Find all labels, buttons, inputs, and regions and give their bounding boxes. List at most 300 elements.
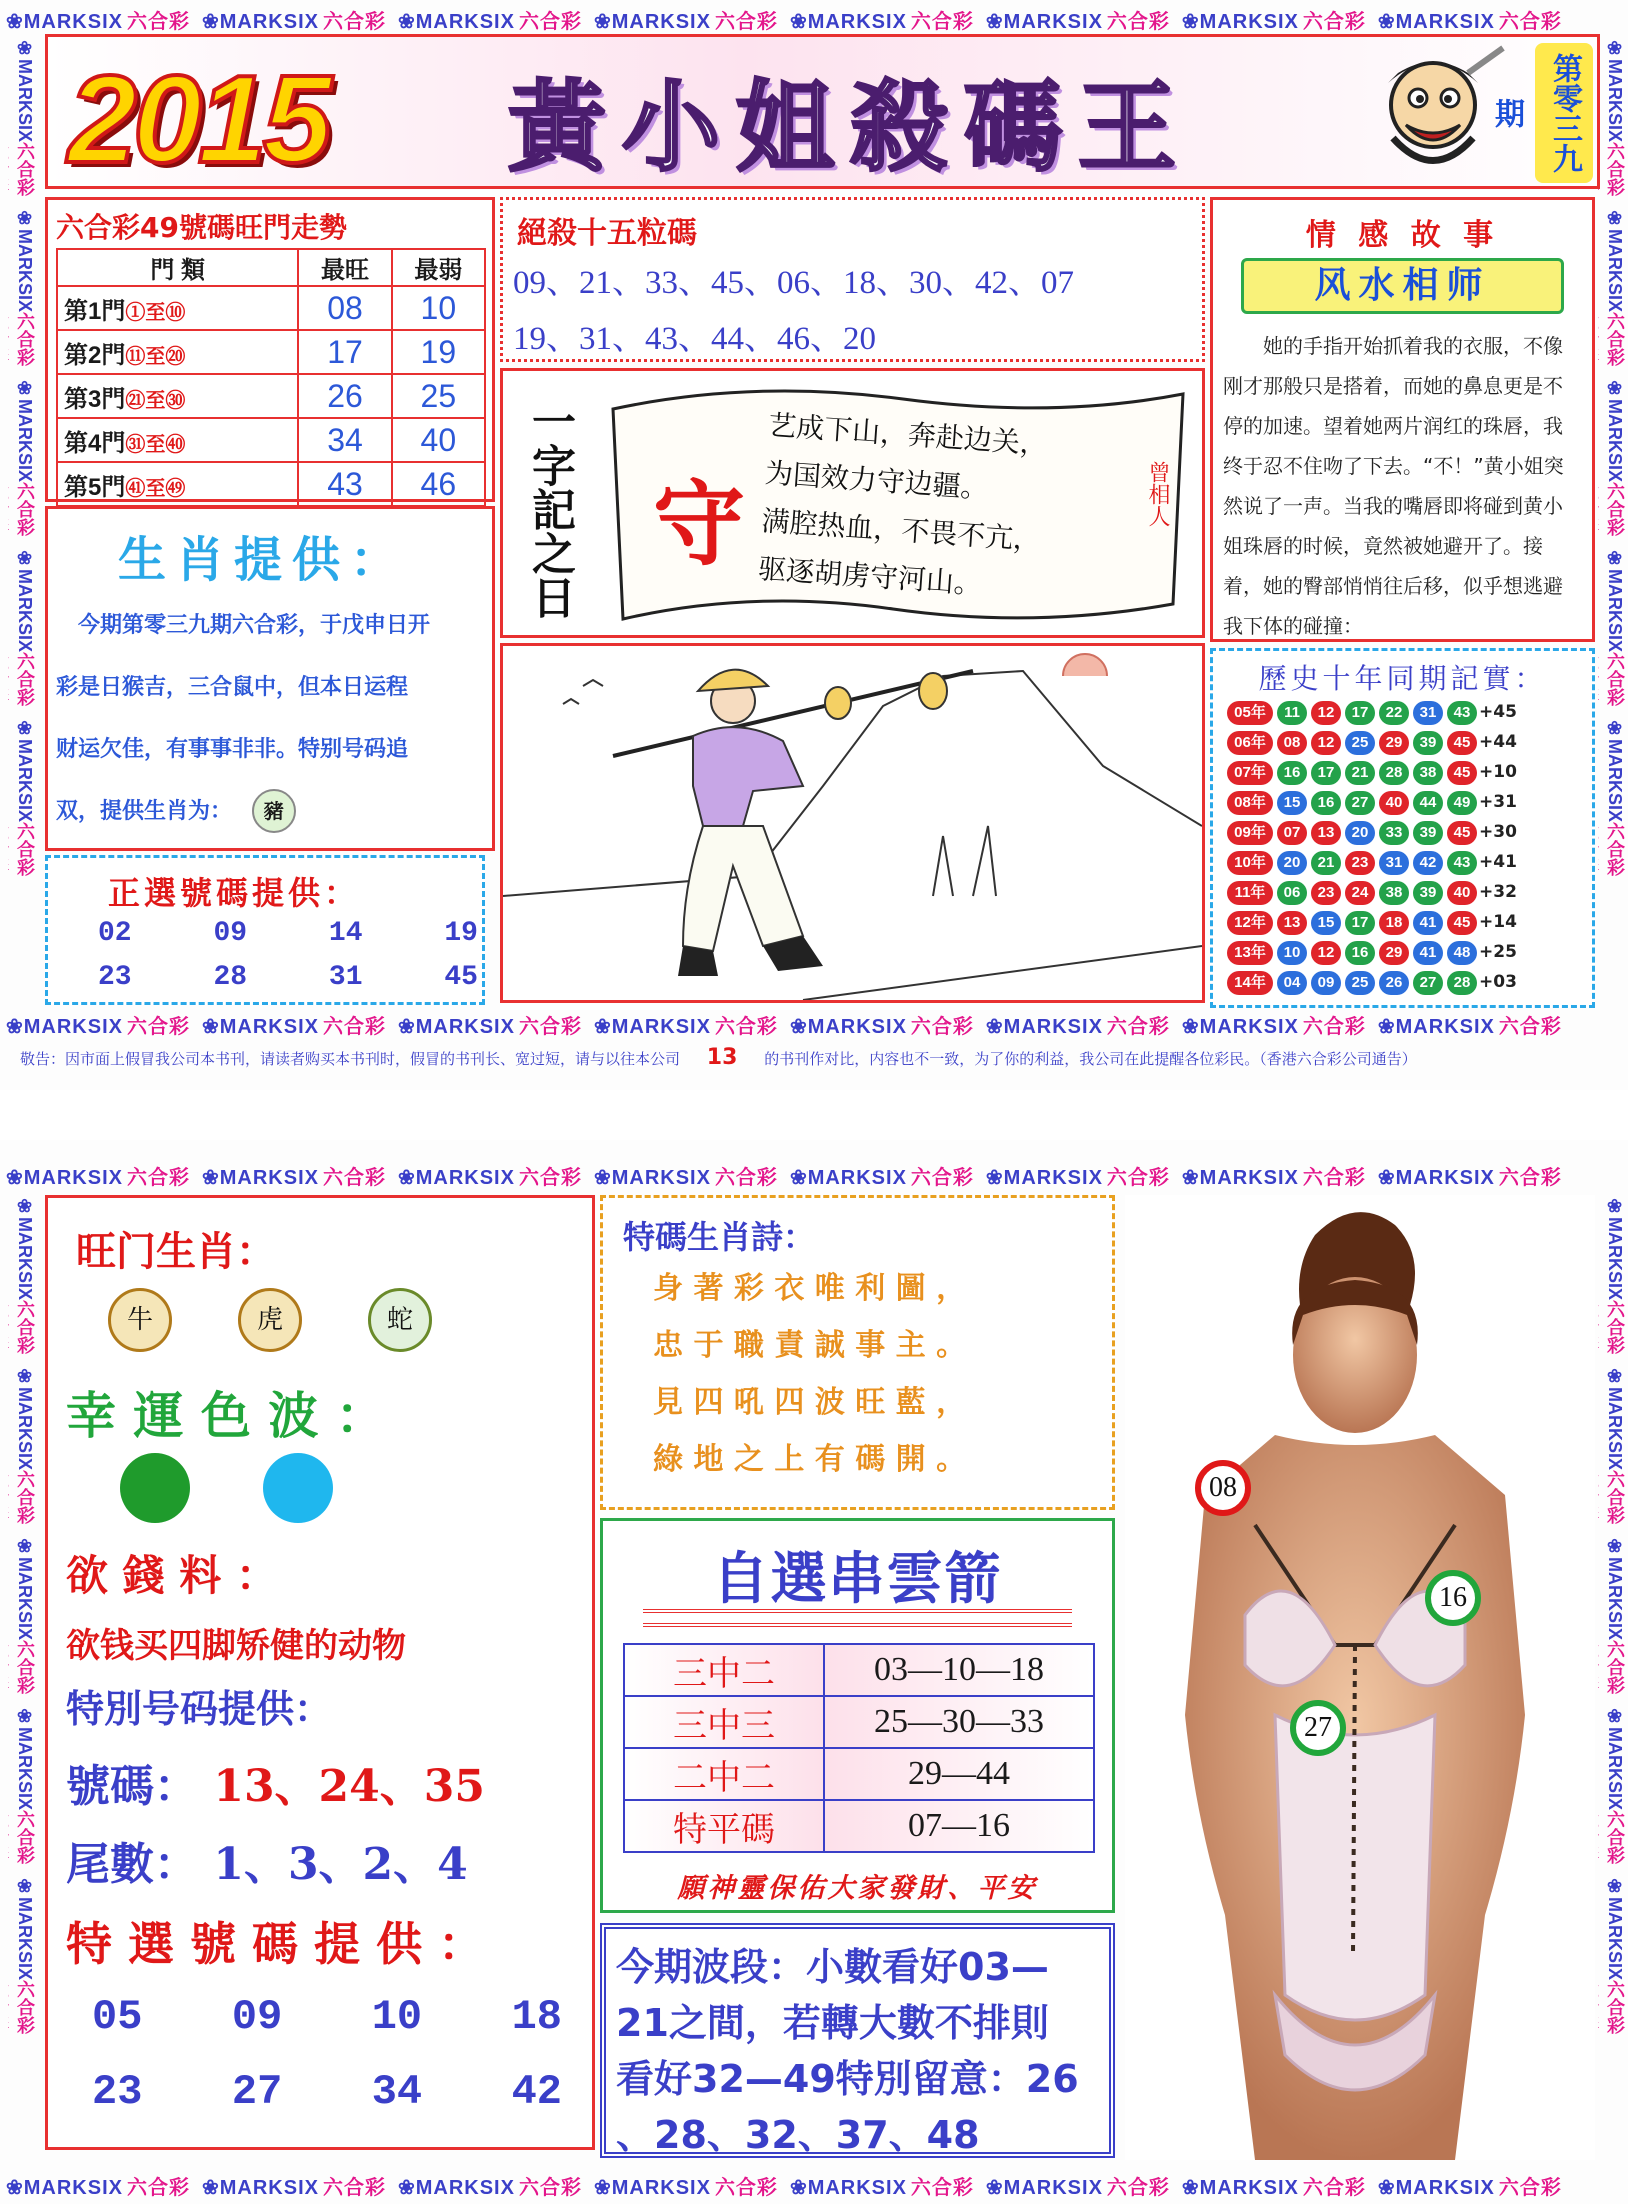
history-ball: 15 [1311,911,1341,935]
history-panel [1210,648,1595,1008]
band-unit: ❀MARKSIX六合彩 [1605,1706,1625,1865]
year-label: 11年 [1227,881,1273,905]
special-number: +32 [1479,882,1517,902]
history-ball: 45 [1447,821,1477,845]
shengxiao-line: 今期第零三九期六合彩，于戊申日开 [78,613,431,638]
ball-green: 16 [1425,1570,1481,1626]
history-ball: 07 [1277,821,1307,845]
band-unit [8,32,12,202]
history-ball: 20 [1277,851,1307,875]
hot-cell: 17 [298,330,391,374]
tiger-badge: 虎 [238,1288,302,1352]
blue-dot-icon [263,1453,333,1523]
number: 09 [213,918,248,949]
notice-line [20,1045,1610,1070]
chuan-key: 二中二 [624,1748,824,1800]
yizi-sign: 曾相人 [1145,461,1170,527]
door-cell: 第1門①至⑩ [57,286,298,330]
year-label: 14年 [1227,971,1273,995]
history-ball: 42 [1413,851,1443,875]
year-label: 08年 [1227,791,1273,815]
zhengxuan-title: 正選號碼提供： [108,874,361,912]
band-unit: ❀MARKSIX 六合彩 [985,11,1170,32]
kill15-line-1: 09、21、33、45、06、18、30、42、07 [513,265,1074,301]
door-cell: 第5門㊶至㊾ [57,462,298,506]
snake-badge: 蛇 [368,1288,432,1352]
weishu-label: 尾數： [66,1839,198,1890]
model-figure-icon [1125,1195,1595,2160]
number: 31 [328,962,363,993]
special-number: +25 [1479,942,1517,962]
haoma-line [66,1750,485,1814]
band-unit: ❀MARKSIX 六合彩 [985,1167,1170,1188]
history-ball: 21 [1345,761,1375,785]
poem-line: 满腔热血，不畏不亢， [760,504,1043,557]
wangmen-sx-badges [108,1288,432,1352]
band-unit: ❀MARKSIX 六合彩 [201,2177,386,2198]
band-unit: ❀MARKSIX 六合彩 [1377,1016,1562,1037]
header-banner [45,34,1600,189]
history-ball: 40 [1379,791,1409,815]
history-ball: 27 [1413,971,1443,995]
left-info-panel [45,1195,595,2150]
history-ball: 28 [1447,971,1477,995]
history-row [1225,851,1517,881]
band-unit [1598,1530,1602,1700]
band-unit [8,542,12,712]
special-number: +45 [1479,702,1517,722]
yizi-panel [500,368,1205,638]
history-ball: 39 [1413,731,1443,755]
story-panel [1210,197,1595,642]
zhengxuan-row-1 [98,918,478,949]
special-number: +10 [1479,762,1517,782]
history-ball: 26 [1379,971,1409,995]
history-ball: 27 [1345,791,1375,815]
history-ball: 18 [1379,911,1409,935]
history-ball: 29 [1379,731,1409,755]
haoma-label: 號碼： [66,1761,198,1812]
number: 23 [98,962,132,993]
cold-cell: 19 [392,330,485,374]
number: 28 [213,962,248,993]
col-header-cold: 最弱 [392,249,485,286]
history-ball: 39 [1413,881,1443,905]
special-number: +14 [1479,912,1517,932]
chuan-value: 25—30—33 [824,1696,1094,1748]
band-unit: ❀MARKSIX 六合彩 [6,1167,190,1188]
number: 34 [371,2068,423,2116]
history-ball: 43 [1447,701,1477,725]
boduan-line: 看好32—49特別留意：26 [616,2057,1079,2101]
history-ball: 49 [1447,791,1477,815]
band-unit: ❀MARKSIX 六合彩 [1181,2177,1366,2198]
band-unit: ❀MARKSIX六合彩 [15,718,35,877]
history-row [1225,731,1517,761]
band-unit [1598,202,1602,372]
wangmen-panel [45,197,495,502]
history-ball: 17 [1345,911,1375,935]
door-cell: 第2門⑪至⑳ [57,330,298,374]
poem-line: 見 四 吼 四 波 旺 藍 ， [653,1385,967,1420]
hot-cell: 26 [298,374,391,418]
band-unit: ❀MARKSIX 六合彩 [789,1016,974,1037]
notice-text: 敬告：因市面上假冒我公司本书刊，请读者购买本书刊时，假冒的书刊长、宽过短，请与以往本公司 [20,1050,681,1068]
band-unit [8,1700,12,1870]
band-unit: ❀MARKSIX 六合彩 [397,1016,582,1037]
poem-body [653,1260,966,1488]
band-unit: ❀MARKSIX六合彩 [15,1196,35,1355]
chuan-title: 自選串雲箭 [712,1547,1003,1612]
texuan-title: 特 選 號 碼 提 供 ： [66,1917,485,1971]
band-unit: ❀MARKSIX六合彩 [1605,38,1625,197]
band-unit: ❀MARKSIX六合彩 [1605,1536,1625,1695]
shengxiao-text [56,595,486,843]
band-unit [8,372,12,542]
history-ball: 41 [1413,941,1443,965]
year-label: 09年 [1227,821,1273,845]
special-number: +44 [1479,732,1517,752]
page-title: 黃小姐殺碼王 [508,70,1193,185]
band-unit: ❀MARKSIX 六合彩 [593,2177,778,2198]
bottom-border-band [0,2166,1628,2198]
band-unit [8,1870,12,2040]
cold-cell: 25 [392,374,485,418]
history-ball: 06 [1277,881,1307,905]
boduan-panel [600,1923,1115,2158]
wave-divider [643,1609,1072,1627]
band-unit [8,202,12,372]
hot-cell: 43 [298,462,391,506]
history-ball: 16 [1311,791,1341,815]
wangmen-row [57,462,485,506]
band-unit: ❀MARKSIX六合彩 [15,378,35,537]
col-header-hot: 最旺 [298,249,391,286]
notice-text: 的书刊作对比，内容也不一致，为了你的利益，我公司在此提醒各位彩民。（香港六合彩公司通告） [764,1050,1417,1068]
poem-line: 驱逐胡虏守河山。 [757,552,983,601]
band-unit: ❀MARKSIX 六合彩 [593,11,778,32]
history-ball: 41 [1413,911,1443,935]
history-ball: 23 [1311,881,1341,905]
history-title: 歷史十年同期記實： [1258,662,1547,695]
year-label: 13年 [1227,941,1273,965]
model-photo [1125,1195,1595,2160]
band-unit: ❀MARKSIX六合彩 [1605,1876,1625,2035]
history-ball: 38 [1413,761,1443,785]
notice-number: 13 [706,1045,738,1070]
history-ball: 04 [1277,971,1307,995]
year-label: 05年 [1227,701,1273,725]
band-unit: ❀MARKSIX 六合彩 [789,11,974,32]
chuan-table [623,1643,1095,1853]
poem-line: 艺成下山，奔赴边关， [767,408,1049,461]
zhengxuan-row-2 [98,962,478,993]
cold-cell: 46 [392,462,485,506]
band-unit: ❀MARKSIX 六合彩 [1377,1167,1562,1188]
history-ball: 40 [1447,881,1477,905]
history-row [1225,761,1517,791]
weishu-line [66,1828,468,1892]
shengxiao-title: 生肖提供： [118,532,409,588]
history-row [1225,971,1517,1001]
warrior-illustration [500,643,1205,1003]
band-unit: ❀MARKSIX 六合彩 [397,2177,582,2198]
bottom-right-border-band [1598,1190,1628,2150]
number: 02 [98,918,132,949]
band-unit: ❀MARKSIX 六合彩 [1181,1167,1366,1188]
history-ball: 17 [1311,761,1341,785]
history-ball: 45 [1447,911,1477,935]
kill15-line-2: 19、31、43、44、46、20 [513,321,876,357]
band-unit: ❀MARKSIX 六合彩 [593,1016,778,1037]
history-ball: 09 [1311,971,1341,995]
chuan-row [624,1696,1094,1748]
history-ball: 12 [1311,731,1341,755]
cold-cell: 40 [392,418,485,462]
chuan-key: 三中二 [624,1644,824,1696]
history-row [1225,791,1517,821]
band-unit: ❀MARKSIX 六合彩 [6,11,190,32]
door-cell: 第3門㉑至㉚ [57,374,298,418]
poem-line: 綠 地 之 上 有 碼 開 。 [653,1442,967,1477]
left-border-band [8,32,38,1032]
band-unit: ❀MARKSIX 六合彩 [1181,11,1366,32]
chuan-panel [600,1518,1115,1913]
band-unit: ❀MARKSIX六合彩 [15,1876,35,2035]
warrior-drawing-icon [503,646,1202,1000]
kill15-panel [500,197,1205,362]
history-ball: 39 [1413,821,1443,845]
history-ball: 22 [1379,701,1409,725]
band-unit: ❀MARKSIX六合彩 [1605,1366,1625,1525]
shengxiao-line: 彩是日猴吉，三合鼠中，但本日运程 [56,675,409,700]
top-sheet [0,0,1628,1090]
band-unit: ❀MARKSIX 六合彩 [6,1016,190,1037]
chuan-row [624,1748,1094,1800]
number: 14 [328,918,363,949]
number: 09 [231,1993,283,2041]
wangmen-row [57,418,485,462]
boduan-line: 、28、32、37、48 [616,2113,980,2157]
history-ball: 31 [1379,851,1409,875]
history-ball: 12 [1311,701,1341,725]
band-unit: ❀MARKSIX 六合彩 [1377,11,1562,32]
haoma-value: 13、24、35 [213,1761,486,1812]
band-unit: ❀MARKSIX六合彩 [15,208,35,367]
special-number: +31 [1479,792,1517,812]
yizi-poem [757,401,1050,612]
right-border-band [1598,32,1628,1032]
history-ball: 13 [1277,911,1307,935]
history-ball: 28 [1379,761,1409,785]
texuan-row-1 [92,1993,562,2041]
history-ball: 45 [1447,731,1477,755]
history-ball: 20 [1345,821,1375,845]
poem-title: 特碼生肖詩： [623,1218,816,1256]
history-ball: 16 [1345,941,1375,965]
poem-line: 忠 于 職 責 誠 事 主 。 [653,1328,967,1363]
band-unit: ❀MARKSIX 六合彩 [593,1167,778,1188]
wangmen-row [57,286,485,330]
chuan-key: 三中三 [624,1696,824,1748]
special-title: 特別号码提供： [66,1686,333,1731]
history-row [1225,881,1517,911]
story-subtitle: 风水相师 [1241,258,1564,314]
band-unit [8,1360,12,1530]
wangmen-row [57,330,485,374]
band-unit: ❀MARKSIX六合彩 [15,38,35,197]
band-unit: ❀MARKSIX 六合彩 [397,1167,582,1188]
history-table [1225,701,1517,1001]
band-unit: ❀MARKSIX六合彩 [15,1706,35,1865]
shengxiao-line: 双，提供生肖为： 豬 [56,781,486,843]
history-ball: 33 [1379,821,1409,845]
bottom-top-border-band [0,1156,1628,1188]
story-text: 她的手指开始抓着我的衣服，不像刚才那般只是搭着，而她的鼻息更是不停的加速。望着她两片润红的珠唇，我终于忍不住吻了下去。“不！”黄小姐突然说了一声。当我的嘴唇即将碰到黄小姐珠唇的时候，竟然被她避开了。接着，她的臀部悄悄往后移，似乎想逃避我下体的碰撞： [1223,334,1564,638]
band-unit: ❀MARKSIX 六合彩 [1181,1016,1366,1037]
history-ball: 21 [1311,851,1341,875]
weishu-value: 1、3、2、4 [213,1839,468,1890]
history-ball: 24 [1345,881,1375,905]
history-ball: 43 [1447,851,1477,875]
chuan-value: 03—10—18 [824,1644,1094,1696]
history-ball: 10 [1277,941,1307,965]
kill15-title: 絕殺十五粒碼 [517,216,697,251]
history-row [1225,821,1517,851]
history-ball: 11 [1277,701,1307,725]
boduan-text [616,1939,1079,2163]
chuan-value: 29—44 [824,1748,1094,1800]
band-unit [8,1530,12,1700]
number: 19 [444,918,478,949]
band-unit [8,712,12,882]
yizi-label: 一字記之日 [524,399,575,619]
band-unit: ❀MARKSIX六合彩 [1605,1196,1625,1355]
chuan-value: 07—16 [824,1800,1094,1852]
band-unit: ❀MARKSIX 六合彩 [985,1016,1170,1037]
history-ball: 44 [1413,791,1443,815]
band-unit [1598,1870,1602,2040]
wangmen-sx-title: 旺门生肖： [76,1228,276,1275]
history-ball: 48 [1447,941,1477,965]
band-unit: ❀MARKSIX 六合彩 [397,11,582,32]
ball-red: 08 [1195,1460,1251,1516]
band-unit: ❀MARKSIX 六合彩 [6,2177,190,2198]
issue-badge: 第零三九期 [1535,43,1593,183]
history-ball: 23 [1345,851,1375,875]
history-ball: 15 [1277,791,1307,815]
band-unit: ❀MARKSIX 六合彩 [985,2177,1170,2198]
number: 10 [371,1993,423,2041]
history-ball: 38 [1379,881,1409,905]
wangmen-row [57,374,485,418]
special-number: +03 [1479,972,1517,992]
band-unit: ❀MARKSIX 六合彩 [789,1167,974,1188]
shengxiao-line: 财运欠佳，有事事非非。特别号码追 [56,737,409,762]
history-row [1225,701,1517,731]
bottom-sheet [0,1140,1628,2204]
ball-green: 27 [1290,1700,1346,1756]
history-ball: 13 [1311,821,1341,845]
band-unit: ❀MARKSIX六合彩 [1605,378,1625,537]
band-unit [8,1190,12,1360]
number: 45 [444,962,478,993]
door-cell: 第4門㉛至㊵ [57,418,298,462]
year-label: 10年 [1227,851,1273,875]
top-border-band [0,0,1628,32]
history-ball: 25 [1345,971,1375,995]
band-unit: ❀MARKSIX六合彩 [1605,548,1625,707]
chuan-footer: 願神靈保佑大家發財、平安 [677,1873,1038,1904]
band-unit [1598,1360,1602,1530]
band-unit: ❀MARKSIX六合彩 [15,1536,35,1695]
history-ball: 25 [1345,731,1375,755]
year-title: 2015 [68,51,328,189]
hot-cell: 08 [298,286,391,330]
mid-border-band [0,1005,1628,1037]
history-row [1225,911,1517,941]
texuan-row-2 [92,2068,562,2116]
year-label: 07年 [1227,761,1273,785]
history-ball: 08 [1277,731,1307,755]
year-label: 12年 [1227,911,1273,935]
number: 05 [92,1993,143,2041]
band-unit: ❀MARKSIX六合彩 [15,548,35,707]
history-ball: 12 [1311,941,1341,965]
band-unit: ❀MARKSIX六合彩 [1605,718,1625,877]
wangmen-title: 六合彩49號碼旺門走勢 [56,211,347,244]
yuqian-text: 欲钱买四脚矫健的动物 [66,1626,406,1666]
wangmen-table [56,248,486,507]
band-unit [1598,372,1602,542]
special-number: +30 [1479,822,1517,842]
shengxiao-panel [45,506,495,851]
bottom-left-border-band [8,1190,38,2150]
number: 18 [511,1993,562,2041]
yuqian-title: 欲 錢 料 ： [66,1551,278,1600]
band-unit [1598,1190,1602,1360]
hot-cell: 34 [298,418,391,462]
boduan-line: 今期波段：小數看好03— [616,1945,1049,1989]
band-unit: ❀MARKSIX 六合彩 [789,2177,974,2198]
luck-color-title: 幸 運 色 波 ： [66,1386,386,1445]
band-unit [1598,542,1602,712]
poem-panel [600,1195,1115,1510]
poem-line: 身 著 彩 衣 唯 利 圖 ， [653,1271,967,1306]
history-ball: 29 [1379,941,1409,965]
chuan-row [624,1800,1094,1852]
cold-cell: 10 [392,286,485,330]
zhengxuan-panel [45,855,485,1005]
number: 27 [231,2068,283,2116]
band-unit: ❀MARKSIX 六合彩 [1377,2177,1562,2198]
band-unit [1598,712,1602,882]
poem-line: 为国效力守边疆。 [763,456,990,505]
pig-badge: 豬 [252,789,296,833]
number: 42 [511,2068,562,2116]
band-unit [1598,1700,1602,1870]
band-unit: ❀MARKSIX 六合彩 [201,11,386,32]
number: 23 [92,2068,143,2116]
band-unit: ❀MARKSIX六合彩 [1605,208,1625,367]
year-label: 06年 [1227,731,1273,755]
ox-badge: 牛 [108,1288,172,1352]
yizi-char: 守 [653,470,746,578]
col-header-door: 門 類 [57,249,298,286]
chuan-row [624,1644,1094,1696]
band-unit: ❀MARKSIX六合彩 [15,1366,35,1525]
chuan-key: 特平碼 [624,1800,824,1852]
